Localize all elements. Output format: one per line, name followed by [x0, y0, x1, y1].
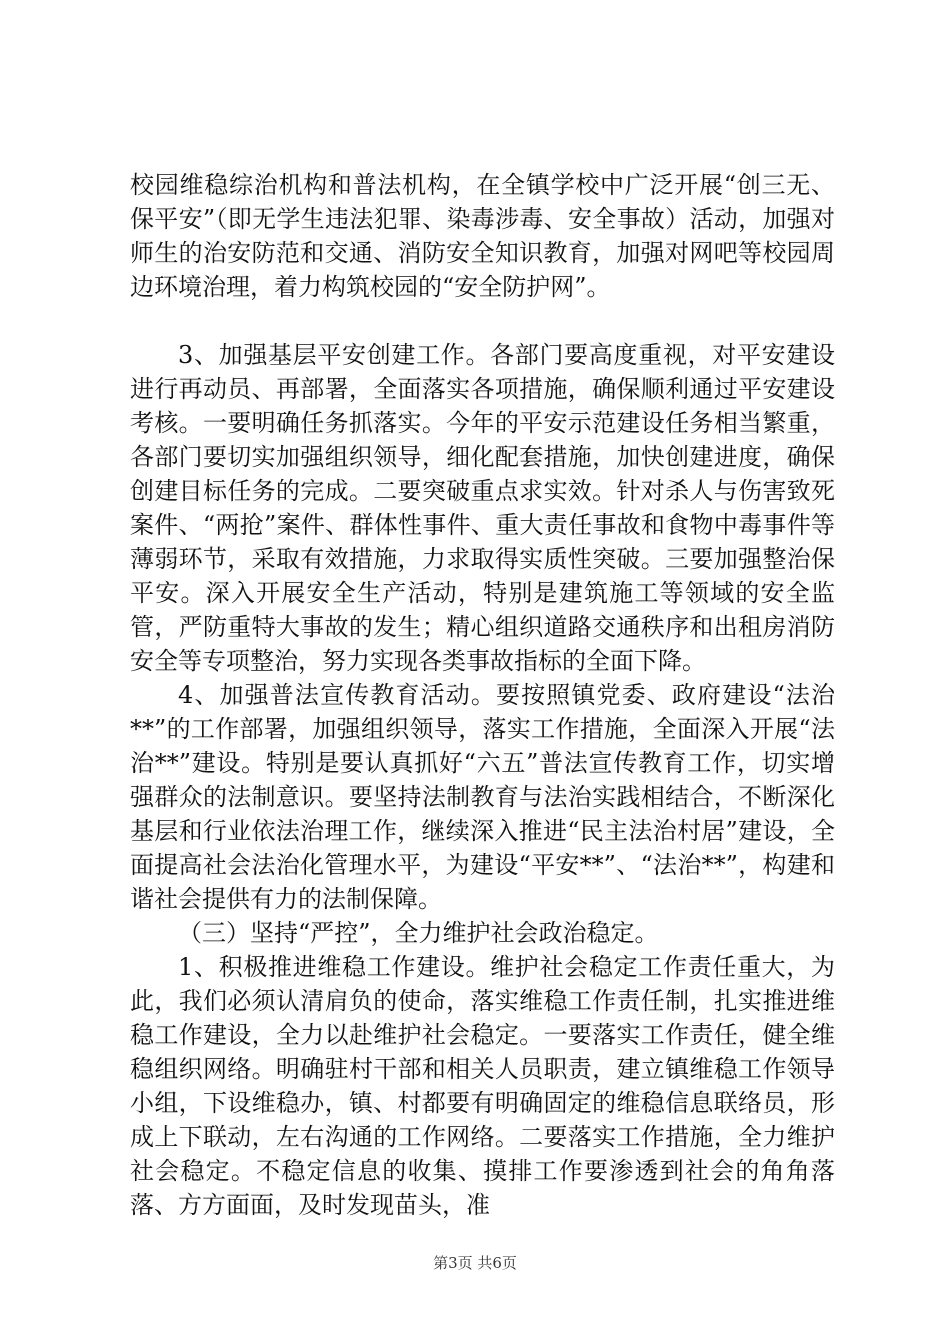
- paragraph: 3、加强基层平安创建工作。各部门要高度重视，对平安建设进行再动员、再部署，全面落实各项措施，确保顺利通过平安建设考核。一要明确任务抓落实。今年的平安示范建设任务相当繁重，各部门要切实加强组织领导，细化配套措施，加快创建进度，确保创建目标任务的完成。二要突破重点求实效。针对杀人与伤害致死案件、“两抢”案件、群体性事件、重大责任事故和食物中毒事件等薄弱环节，采取有效措施，力求取得实质性突破。三要加强整治保平安。深入开展安全生产活动，特别是建筑施工等领域的安全监管，严防重特大事故的发生；精心组织道路交通秩序和出租房消防安全等专项整治，努力实现各类事故指标的全面下降。: [130, 341, 835, 675]
- page-footer: 第3页 共6页: [433, 1254, 517, 1272]
- paragraph: 1、积极推进维稳工作建设。维护社会稳定工作责任重大，为此，我们必须认清肩负的使命，落实维稳工作责任制，扎实推进维稳工作建设，全力以赴维护社会稳定。一要落实工作责任，健全维稳组织网络。明确驻村干部和相关人员职责，建立镇维稳工作领导小组，下设维稳办，镇、村都要有明确固定的维稳信息联络员，形成上下联动，左右沟通的工作网络。二要落实工作措施，全力维护社会稳定。不稳定信息的收集、摸排工作要渗透到社会的角角落落、方方面面，及时发现苗头，准: [130, 953, 835, 1219]
- paragraph: 校园维稳综治机构和普法机构，在全镇学校中广泛开展“创三无、保平安”（即无学生违法犯罪、染毒涉毒、安全事故）活动，加强对师生的治安防范和交通、消防安全知识教育，加强对网吧等校园周边环境治理，着力构筑校园的“安全防护网”。: [130, 171, 835, 301]
- paragraph-gap: [130, 304, 835, 338]
- paragraph: 4、加强普法宣传教育活动。要按照镇党委、政府建设“法治**”的工作部署，加强组织领导，落实工作措施，全面深入开展“法治**”建设。特别是要认真抓好“六五”普法宣传教育工作，切实增强群众的法制意识。要坚持法制教育与法治实践相结合，不断深化基层和行业依法治理工作，继续深入推进“民主法治村居”建设，全面提高社会法治化管理水平，为建设“平安**”、“法治**”，构建和谐社会提供有力的法制保障。: [130, 681, 835, 913]
- document-body: [130, 168, 835, 1222]
- section-heading: （三）坚持“严控”，全力维护社会政治稳定。: [178, 919, 659, 947]
